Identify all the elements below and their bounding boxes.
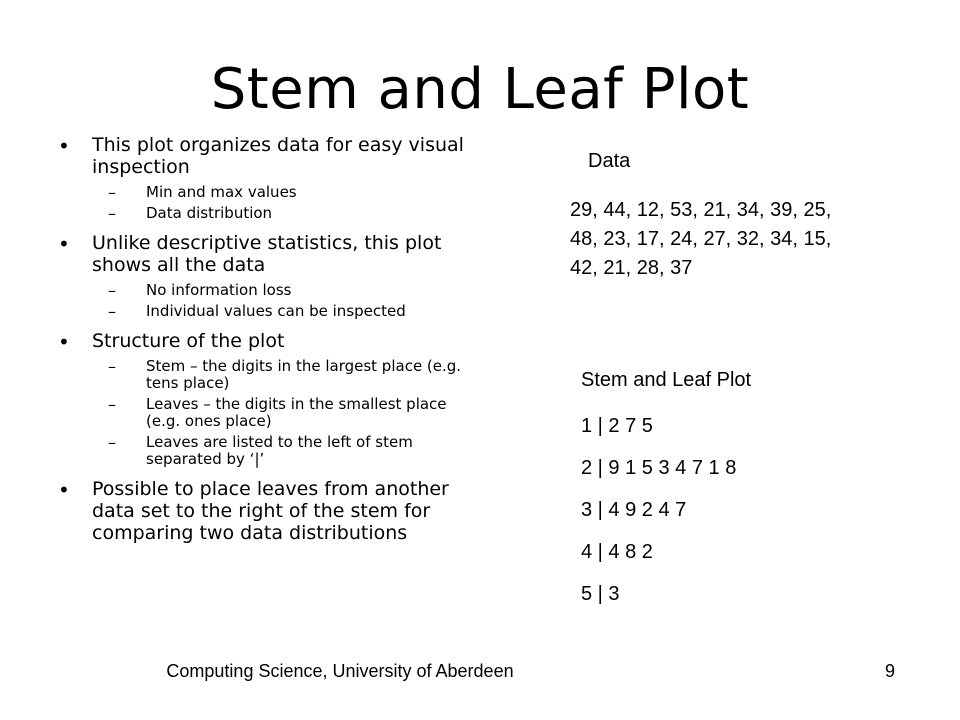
sub-bullet-glyph: – (108, 281, 116, 300)
sub-bullet-list (92, 358, 478, 468)
sub-bullet-item (92, 396, 478, 430)
bullet-item (58, 232, 478, 320)
sub-bullet-item (92, 184, 478, 201)
bullet-item (58, 134, 478, 222)
sub-bullet-glyph: – (108, 302, 116, 321)
bullet-glyph: • (58, 232, 70, 256)
bullet-glyph: • (58, 330, 70, 354)
stem-leaf-row: 2 | 9 1 5 3 4 7 1 8 (581, 457, 737, 479)
sub-bullet-item (92, 282, 478, 299)
stem-leaf-row: 1 | 2 7 5 (581, 415, 653, 437)
data-line: 42, 21, 28, 37 (570, 257, 693, 279)
bullet-text: Unlike descriptive statistics, this plot shows all the data (92, 232, 442, 276)
stem-leaf-heading: Stem and Leaf Plot (581, 369, 752, 391)
bullet-list (58, 134, 478, 554)
sub-bullet-glyph: – (108, 204, 116, 223)
sub-bullet-text: Leaves – the digits in the smallest place (e.g. ones place) (146, 395, 447, 430)
sub-bullet-item (92, 205, 478, 222)
stem-leaf-row: 5 | 3 (581, 583, 620, 605)
stem-leaf-row: 4 | 4 8 2 (581, 541, 653, 563)
sub-bullet-text: Stem – the digits in the largest place (e.g. tens place) (146, 357, 462, 392)
bullet-item (58, 478, 478, 544)
sub-bullet-item (92, 358, 478, 392)
sub-bullet-glyph: – (108, 357, 116, 376)
data-heading: Data (588, 150, 631, 172)
sub-bullet-glyph: – (108, 183, 116, 202)
bullet-glyph: • (58, 478, 70, 502)
sub-bullet-text: No information loss (146, 281, 292, 299)
stem-leaf-rows (581, 414, 736, 624)
slide-footer: Computing Science, University of Aberdeen (166, 661, 514, 681)
bullet-glyph: • (58, 134, 70, 158)
data-line: 29, 44, 12, 53, 21, 34, 39, 25, (570, 199, 832, 221)
sub-bullet-item (92, 434, 478, 468)
slide-title: Stem and Leaf Plot (210, 57, 750, 122)
bullet-text: Possible to place leaves from another data set to the right of the stem for comparing two data distributions (92, 478, 449, 544)
sub-bullet-glyph: – (108, 433, 116, 452)
data-line: 48, 23, 17, 24, 27, 32, 34, 15, (570, 228, 832, 250)
sub-bullet-list (92, 282, 478, 320)
sub-bullet-text: Min and max values (146, 183, 297, 201)
sub-bullet-glyph: – (108, 395, 116, 414)
bullet-item (58, 330, 478, 468)
sub-bullet-text: Leaves are listed to the left of stem separated by ‘|’ (146, 433, 413, 468)
page-number: 9 (885, 661, 896, 681)
sub-bullet-text: Individual values can be inspected (146, 302, 406, 320)
stem-leaf-row: 3 | 4 9 2 4 7 (581, 499, 687, 521)
sub-bullet-list (92, 184, 478, 222)
sub-bullet-item (92, 303, 478, 320)
bullet-text: This plot organizes data for easy visual inspection (92, 134, 464, 178)
data-values (570, 196, 940, 283)
sub-bullet-text: Data distribution (146, 204, 273, 222)
bullet-text: Structure of the plot (92, 330, 285, 352)
